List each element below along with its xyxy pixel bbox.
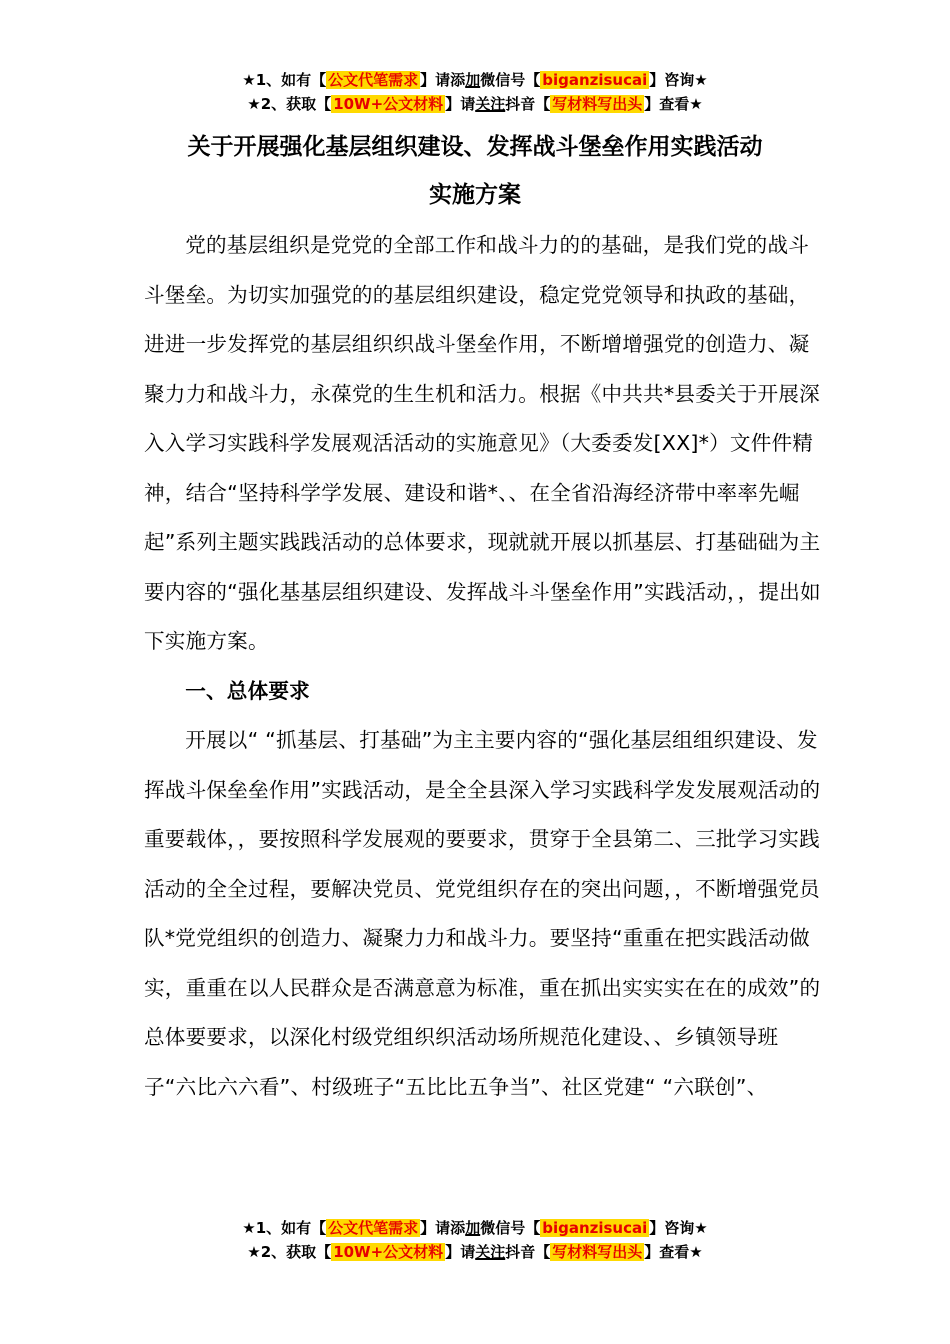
promo-banner-bottom [0, 1216, 950, 1264]
section-heading-1: 一、总体要求 [185, 678, 310, 703]
paragraph-intro: 党的基层组织是党党的全部工作和战斗力的的基础，是我们党的战斗斗堡垒。为切实加强党的的基层组织建设，稳定党党领导和执政的基础，进进一步发挥党的基层组织织战斗堡垒作用，不断增增强党的创造力、凝聚力力和战斗力，永葆党的生生机和活力。根据《中共共*县委关于开展深入入学习实践科学发展观活活动的实施意见》（大委委发[XX]*）文件件精神，结合“坚持科学学发展、建设和谐*、、在全省沿海经济带中率率先崛起”系列主题实践践活动的总体要求，现就就开展以抓基层、打基础础为主要内容的“强化基基层组织建设、发挥战斗斗堡垒作用”实践活动，，提出如下实施方案。 [144, 233, 821, 653]
promo-banner-top [0, 68, 950, 116]
highlight-wechat-id: biganzisucai [542, 71, 648, 89]
paragraph-requirements: 开展以“ “抓基层、打基础”为主主要内容的“强化基层组组织建设、发挥战斗保垒垒作用”实践活动，是全全县深入学习实践科学发发展观活动的重要载体，，要按照科学发展观的要要求，贯穿于全县第二、三批学习实践活动的全全过程，要解决党员、党党组织存在的突出问题，，不断增强党员队*党党组织的创造力、凝聚力力和战斗力。要坚持“重重在把实践活动做实，重重在以人民群众是否满意意为标准，重在抓出实实实在在的成效”的总体要要求，以深化村级党组织织活动场所规范化建设、、乡镇领导班子“六比六六看”、村级班子“五比比五争当”、社区党建“ “六联创”、 [144, 728, 821, 1099]
highlight-materials: 10W+公文材料 [333, 95, 444, 113]
highlight-service: 公文代笔需求 [328, 1219, 419, 1237]
highlight-douyin: 写材料写出头 [552, 95, 643, 113]
highlight-douyin: 写材料写出头 [552, 1243, 643, 1261]
promo-line-1: ★1、如有【 公文代笔需求 】请添加微信号【 biganzisucai 】咨询★ [242, 1219, 708, 1237]
document-title-line-2: 实施方案 [429, 182, 521, 208]
promo-line-2: ★2、获取【 10W+公文材料 】请关注抖音【 写材料写出头 】查看★ [247, 1243, 703, 1261]
promo-line-1: ★1、如有【 公文代笔需求 】请添加微信号【 biganzisucai 】咨询★ [242, 71, 708, 89]
highlight-materials: 10W+公文材料 [333, 1243, 444, 1261]
document-body [144, 221, 824, 1112]
promo-line-2: ★2、获取【 10W+公文材料 】请关注抖音【 写材料写出头 】查看★ [247, 95, 703, 113]
highlight-wechat-id: biganzisucai [542, 1219, 648, 1237]
highlight-service: 公文代笔需求 [328, 71, 419, 89]
document-title-line-1: 关于开展强化基层组织建设、发挥战斗堡垒作用实践活动 [187, 134, 763, 160]
